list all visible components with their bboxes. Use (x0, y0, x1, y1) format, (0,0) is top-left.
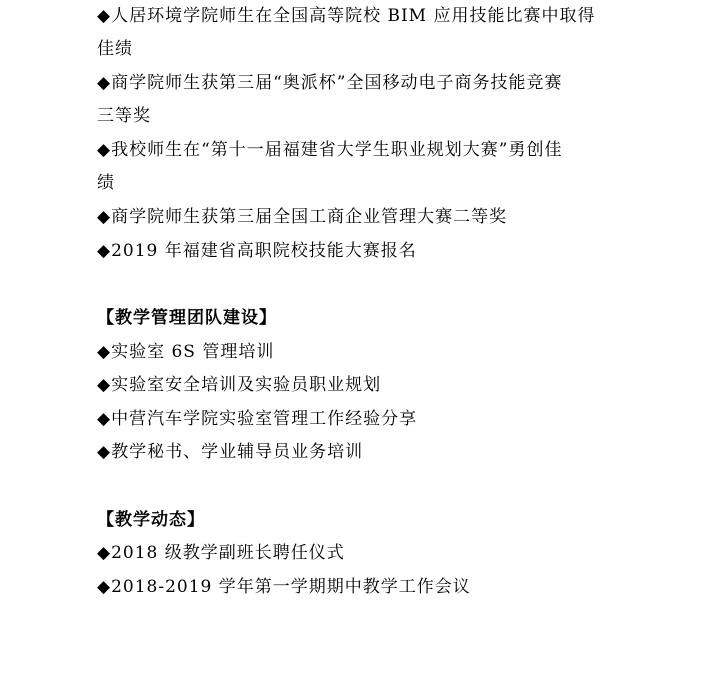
news-item-line: ◆2019 年福建省高职院校技能大赛报名 (97, 241, 417, 261)
news-item-line-continued: 绩 (97, 173, 115, 193)
list-item: ◆2018 级教学副班长聘任仪式 (97, 543, 345, 563)
news-item-line: ◆商学院师生获第三届全国工商企业管理大赛二等奖 (97, 207, 508, 227)
list-item: ◆教学秘书、学业辅导员业务培训 (97, 442, 364, 462)
news-item-line-continued: 佳绩 (97, 39, 133, 59)
news-item-line: ◆商学院师生获第三届“奥派杯”全国移动电子商务技能竞赛 (97, 73, 563, 93)
news-item-line-continued: 三等奖 (97, 106, 151, 126)
list-item: ◆中营汽车学院实验室管理工作经验分享 (97, 409, 418, 429)
news-item-line: ◆我校师生在“第十一届福建省大学生职业规划大赛”勇创佳 (97, 140, 563, 160)
section-heading: 【教学动态】 (97, 510, 205, 530)
news-item-line: ◆人居环境学院师生在全国高等院校 BIM 应用技能比赛中取得 (97, 6, 596, 26)
list-item: ◆实验室安全培训及实验员职业规划 (97, 375, 382, 395)
list-item: ◆实验室 6S 管理培训 (97, 342, 275, 362)
section-heading: 【教学管理团队建设】 (97, 308, 277, 328)
list-item: ◆2018-2019 学年第一学期期中教学工作会议 (97, 577, 471, 597)
